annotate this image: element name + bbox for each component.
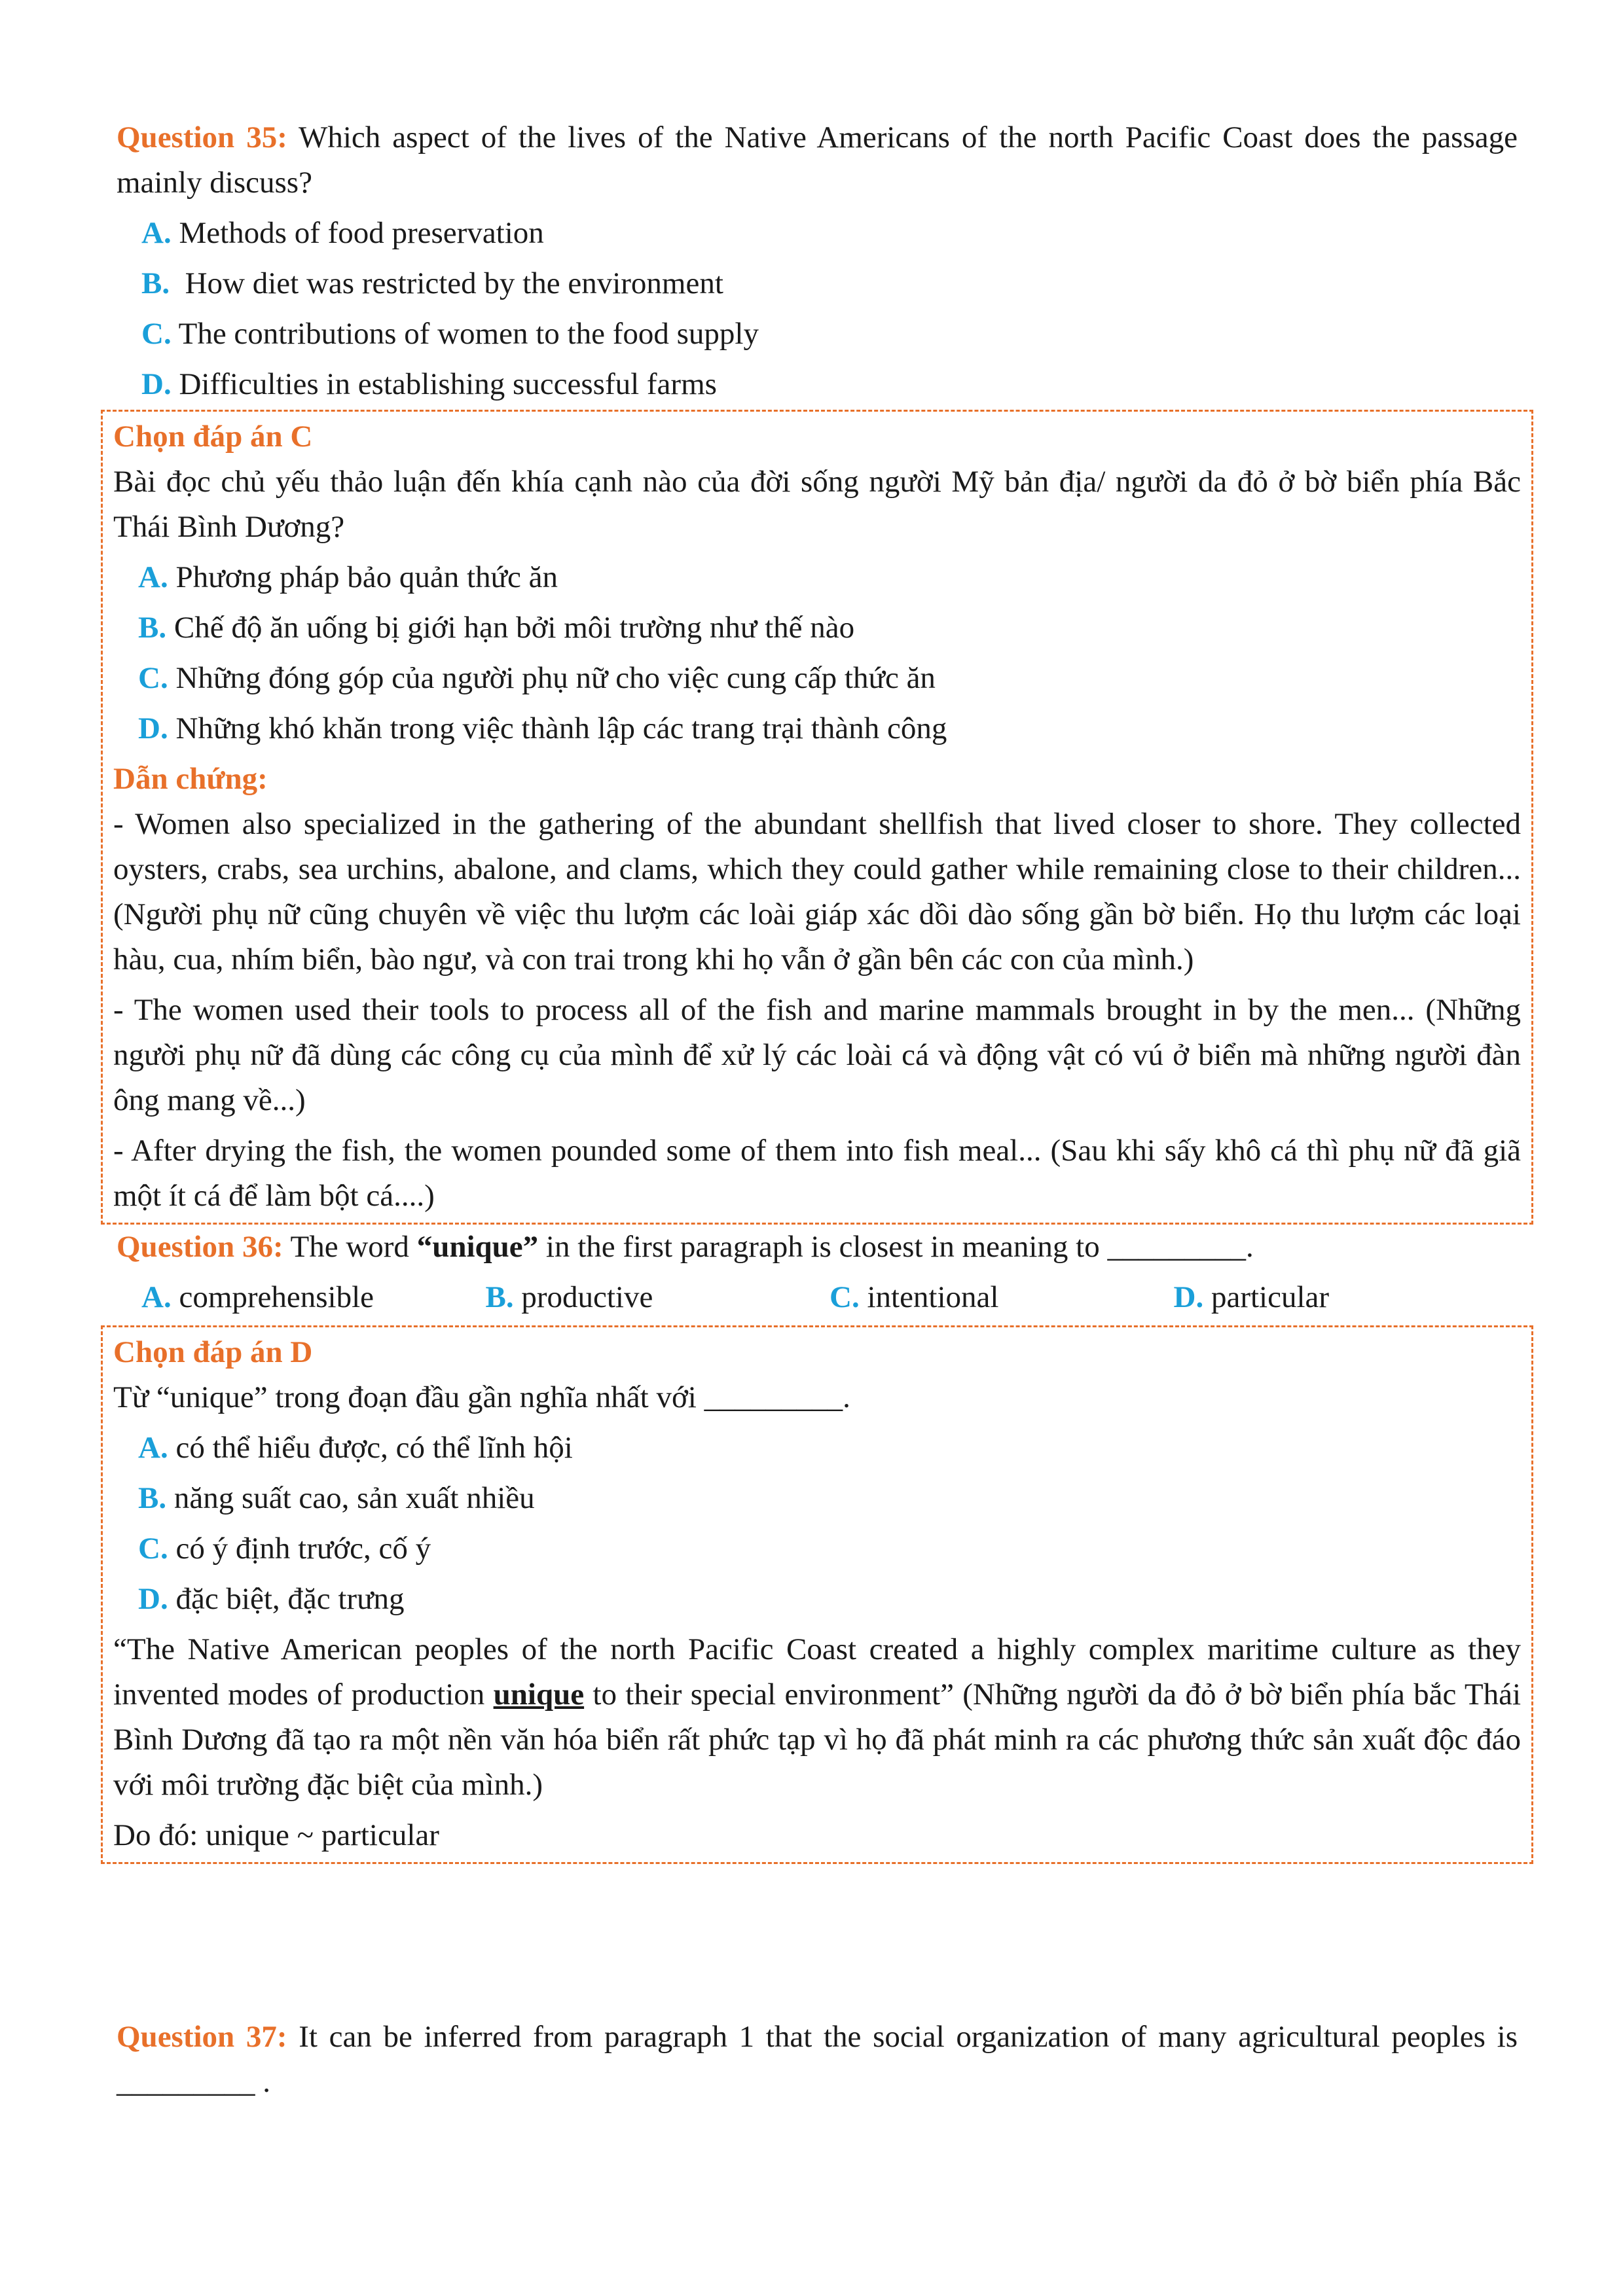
option-a: A. comprehensible (141, 1280, 374, 1314)
quote-keyword: unique (493, 1677, 585, 1712)
question-35 (117, 115, 1518, 206)
question-37: Question 37: It can be inferred from paragraph 1 that the social organization of many agricultural peoples is _________ . (117, 2020, 1518, 2099)
option-d: D. Difficulties in establishing successful farms (141, 367, 717, 401)
option-a-vi: A. Phương pháp bảo quản thức ăn (138, 560, 558, 594)
options-row (141, 1275, 1518, 1320)
quote: “The Native American peoples of the north Pacific Coast created a highly complex maritime culture as they invented modes of production unique to their special environment” (Những người da đỏ ở bờ biển phía bắc Thái Bình Dương đã tạo ra một nền văn hóa biển rất phức tạp vì họ đã phát minh ra các phương thức sản xuất độc đáo với môi trường đặc biệt của mình.) (113, 1632, 1521, 1802)
option-c: C. The contributions of women to the food supply (141, 317, 759, 351)
option-c: C. intentional (830, 1280, 999, 1314)
question-label: Question 36: (117, 1230, 283, 1264)
option-c-vi: C. có ý định trước, cố ý (138, 1532, 431, 1566)
option-b-vi: B. năng suất cao, sản xuất nhiều (138, 1481, 535, 1515)
question-label: Question 35: (117, 120, 287, 154)
conclusion: Do đó: unique ~ particular (113, 1818, 439, 1852)
question-text: Which aspect of the lives of the Native Americans of the north Pacific Coast does the passage mainly discuss? (117, 120, 1518, 200)
answer-title: Chọn đáp án D (113, 1335, 313, 1369)
option-a-vi: A. có thể hiểu được, có thể lĩnh hội (138, 1431, 573, 1465)
question-label: Question 37: (117, 2020, 287, 2054)
evidence-item: - After drying the fish, the women pounded some of them into fish meal... (Sau khi sấy khô cá thì phụ nữ đã giã một ít cá để làm bột cá....) (113, 1134, 1521, 1213)
evidence-label: Dẫn chứng: (113, 762, 268, 796)
keyword: “unique” (416, 1230, 539, 1264)
option-b: B. How diet was restricted by the environment (141, 266, 723, 300)
evidence-item: - Women also specialized in the gathering of the abundant shellfish that lived closer to shore. They collected oysters, crabs, sea urchins, abalone, and clams, which they could gather while remaining close to their children... (Người phụ nữ cũng chuyên về việc thu lượm các loài giáp xác dồi dào sống gần bờ biển. Họ thu lượm các loại hàu, cua, nhím biển, bào ngư, và con trai trong khi họ vẫn ở gần bên các con của mình.) (113, 807, 1521, 977)
answer-box-35 (101, 410, 1533, 1225)
question-translation: Bài đọc chủ yếu thảo luận đến khía cạnh nào của đời sống người Mỹ bản địa/ người da đỏ ở bờ biển phía Bắc Thái Bình Dương? (113, 465, 1521, 544)
option-d-vi: D. Những khó khăn trong việc thành lập các trang trại thành công (138, 711, 947, 745)
evidence-item: - The women used their tools to process all of the fish and marine mammals brought in by the men... (Những người phụ nữ đã dùng các công cụ của mình để xử lý các loài cá và động vật có vú ở biển mà những người đàn ông mang về...) (113, 993, 1521, 1117)
option-c-vi: C. Những đóng góp của người phụ nữ cho việc cung cấp thức ăn (138, 661, 936, 695)
question-translation: Từ “unique” trong đoạn đầu gần nghĩa nhất với _________. (113, 1380, 850, 1414)
answer-box-36 (101, 1325, 1533, 1864)
option-b-vi: B. Chế độ ăn uống bị giới hạn bởi môi trường như thế nào (138, 611, 855, 645)
option-d: D. particular (1173, 1280, 1330, 1314)
question-36: Question 36: The word “unique” in the first paragraph is closest in meaning to _________. (117, 1230, 1254, 1264)
option-d-vi: D. đặc biệt, đặc trưng (138, 1582, 405, 1616)
document-page (113, 115, 1521, 2105)
option-a: A. Methods of food preservation (141, 216, 544, 250)
answer-title: Chọn đáp án C (113, 420, 313, 454)
option-b: B. productive (485, 1280, 653, 1314)
